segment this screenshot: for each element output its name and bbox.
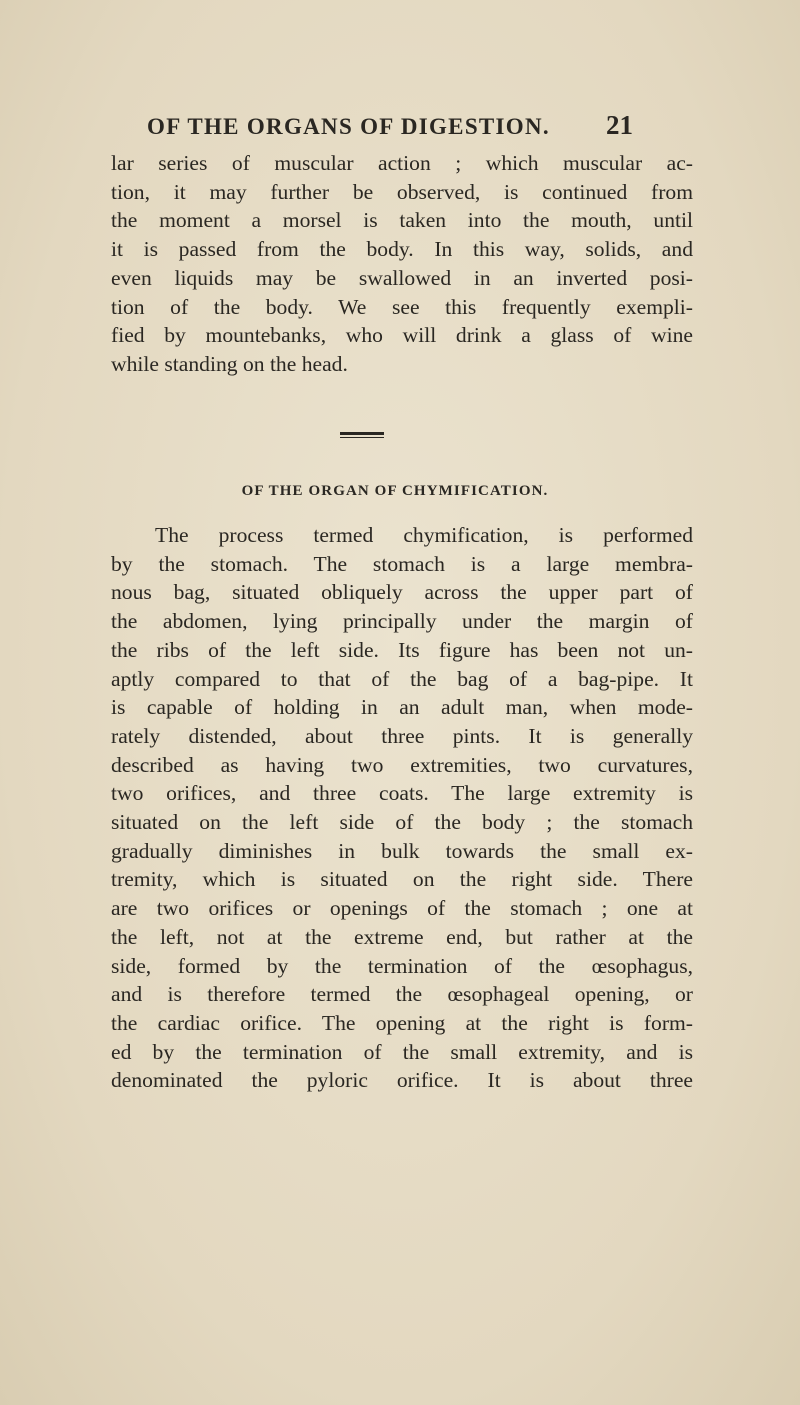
text-line: the ribs of the left side. Its figure has been not un-: [111, 637, 693, 662]
text-line: described as having two extremities, two curvatures,: [111, 752, 693, 777]
text-line: lar series of muscular action ; which muscular ac-: [111, 151, 693, 175]
paragraph-continued: [111, 149, 693, 379]
text-line: gradually diminishes in bulk towards the small ex-: [111, 838, 693, 863]
text-line: tremity, which is situated on the right side. There: [111, 867, 693, 892]
text-line: denominated the pyloric orifice. It is about three: [111, 1068, 693, 1093]
text-line: situated on the left side of the body ; the stomach: [111, 810, 693, 835]
text-line: the left, not at the extreme end, but rather at the: [111, 924, 693, 949]
text-line: is capable of holding in an adult man, when mode-: [111, 695, 693, 720]
text-line: aptly compared to that of the bag of a bag-pipe. It: [111, 666, 693, 691]
text-line: the moment a morsel is taken into the mouth, until: [111, 208, 693, 233]
paragraph-chymification: [111, 521, 693, 1095]
page-number: 21: [606, 110, 633, 140]
section-divider: [340, 432, 384, 435]
text-line: it is passed from the body. In this way, solids, and: [111, 237, 693, 262]
text-line: fied by mountebanks, who will drink a glass of wine: [111, 323, 693, 348]
text-line: side, formed by the termination of the œsophagus,: [111, 953, 693, 978]
section-heading: OF THE ORGAN OF CHYMIFICATION.: [241, 483, 549, 499]
text-line: two orifices, and three coats. The large extremity is: [111, 781, 693, 806]
text-line: tion, it may further be observed, is continued from: [111, 179, 693, 204]
text-line: by the stomach. The stomach is a large membra-: [111, 551, 693, 576]
running-title: OF THE ORGANS OF DIGESTION.: [147, 114, 550, 139]
text-line: the abdomen, lying principally under the margin of: [111, 609, 693, 634]
text-line: the cardiac orifice. The opening at the right is form-: [111, 1010, 693, 1035]
text-line: and is therefore termed the œsophageal opening, or: [111, 982, 693, 1007]
text-line: tion of the body. We see this frequently exempli-: [111, 294, 693, 319]
text-line: ed by the termination of the small extremity, and is: [111, 1039, 693, 1064]
text-line: The process termed chymification, is performed: [155, 523, 693, 547]
text-line: rately distended, about three pints. It is generally: [111, 723, 693, 748]
text-line: are two orifices or openings of the stomach ; one at: [111, 896, 693, 921]
text-line: even liquids may be swallowed in an inverted posi-: [111, 265, 693, 290]
text-line: while standing on the head.: [111, 351, 348, 376]
section-divider: [340, 437, 384, 438]
text-line: nous bag, situated obliquely across the upper part of: [111, 580, 693, 605]
